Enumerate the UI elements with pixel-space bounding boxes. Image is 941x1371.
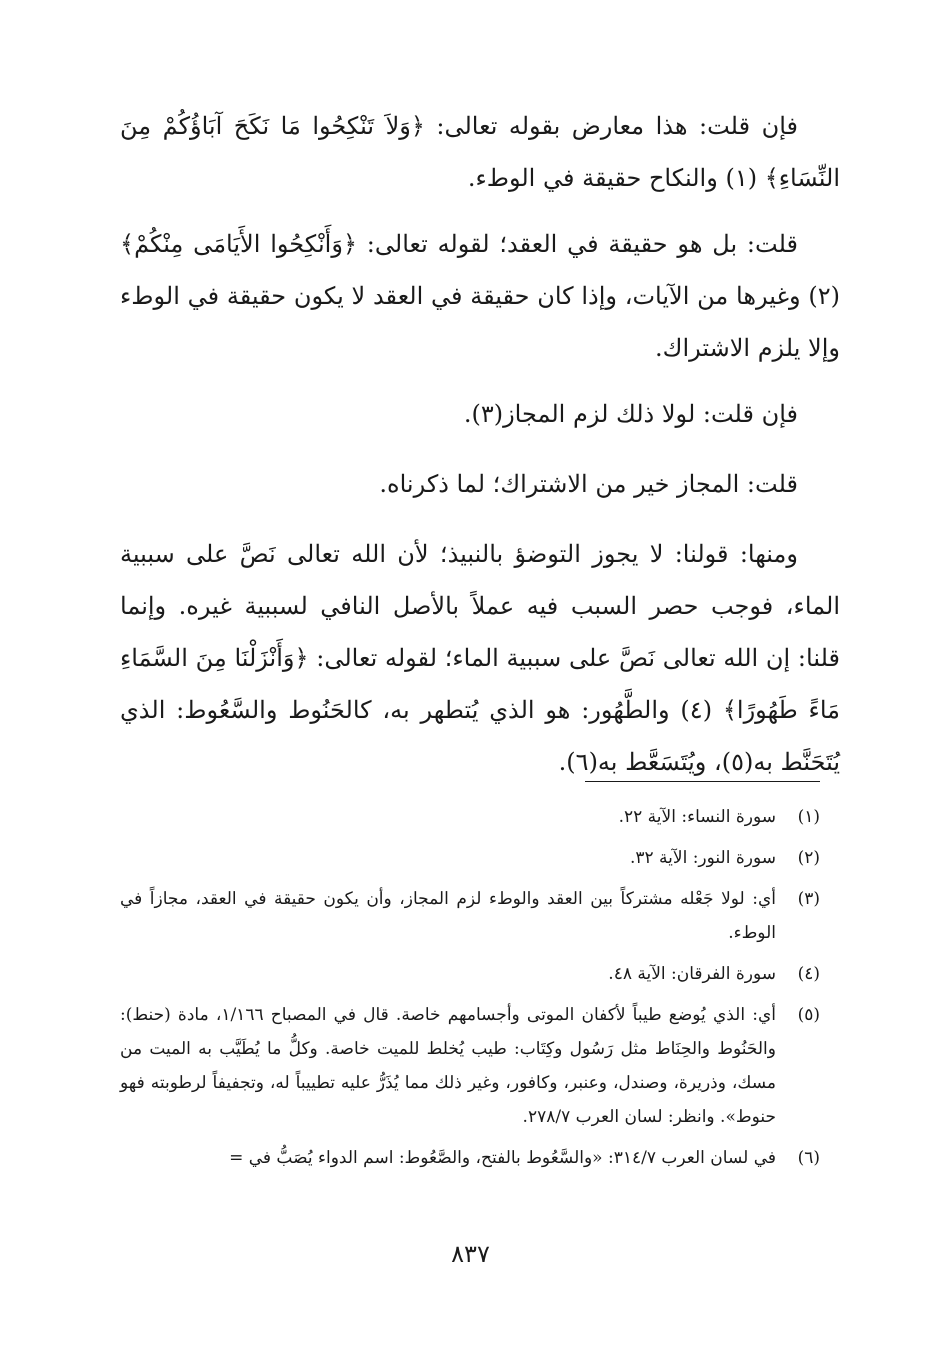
footnote-number: (٢) [797, 848, 820, 868]
footnote-number: (٦) [797, 1148, 820, 1168]
paragraph: فإن قلت: هذا معارض بقوله تعالى: ﴿وَلاَ تَنْكِحُوا مَا نَكَحَ آبَاؤُكُمْ مِنَ النِّسَاءِ﴾ (١) والنكاح حقيقة في الوطء. [120, 112, 840, 192]
footnote-text: أي: الذي يُوضع طيباً لأكفان الموتى وأجسامهم خاصة. قال في المصباح ١/١٦٦، مادة (حنط): والحَنُوط والحِنَاط مثل رَسُول وكِتَاب: طيب يُخلط للميت خاصة. وكلُّ ما يُطَيَّب به الميت من مسك، وذريرة، وصندل، وعنبر، وكافور، وغير ذلك مما يُذَرُّ عليه تطييباً له، وتجفيفاً لرطوبته فهو حنوط». وانظر: لسان العرب ٢٧٨/٧. [120, 1005, 776, 1127]
footnote-number: (٤) [797, 964, 820, 984]
footnote [120, 882, 820, 950]
footnote-number: (٣) [797, 889, 820, 909]
footnote [120, 998, 820, 1134]
footnote-text: سورة النور: الآية ٣٢. [629, 848, 776, 868]
paragraph: ومنها: قولنا: لا يجوز التوضؤ بالنبيذ؛ لأن الله تعالى نَصَّ على سببية الماء، فوجب حصر السبب فيه عملاً بالأصل النافي لسببية غيره. وإنما قلنا: إن الله تعالى نَصَّ على سببية الماء؛ لقوله تعالى: ﴿وَأَنْزَلْنَا مِنَ السَّمَاءِ مَاءً طَهُورًا﴾ (٤) والطَّهُور: هو الذي يُتطهر به، كالحَنُوط والسَّعُوط: الذي يُتَحَنَّط به(٥)، ويُتَسَعَّط به(٦). [120, 540, 840, 776]
main-text [120, 100, 840, 802]
paragraph: قلت: بل هو حقيقة في العقد؛ لقوله تعالى: ﴿وَأَنْكِحُوا الأَيَامَى مِنْكُمْ﴾ (٢) وغيرها من الآيات، وإذا كان حقيقة في العقد لا يكون حقيقة في الوطء وإلا يلزم الاشتراك. [120, 230, 840, 362]
paragraph: فإن قلت: لولا ذلك لزم المجاز(٣). [463, 400, 798, 428]
footnote-text: في لسان العرب ٣١٤/٧: «والسَّعُوط بالفتح، والصَّعُوط: اسم الدواء يُصَبُّ في = [229, 1148, 776, 1168]
page-number: ٨٣٧ [451, 1240, 490, 1268]
footnote [120, 1141, 820, 1175]
footnotes [120, 800, 820, 1182]
footnote [120, 957, 820, 991]
footnote [120, 841, 820, 875]
paragraph: قلت: المجاز خير من الاشتراك؛ لما ذكرناه. [379, 470, 798, 498]
footnote [120, 800, 820, 834]
footnote-number: (١) [797, 807, 820, 827]
footnote-separator [585, 781, 820, 782]
footnote-text: أي: لولا جَعْله مشتركاً بين العقد والوطء لزم المجاز، وأن يكون حقيقة في العقد، مجازاً في الوطء. [120, 889, 776, 943]
footnote-number: (٥) [797, 1005, 820, 1025]
footnote-text: سورة الفرقان: الآية ٤٨. [608, 964, 776, 984]
footnote-text: سورة النساء: الآية ٢٢. [618, 807, 776, 827]
